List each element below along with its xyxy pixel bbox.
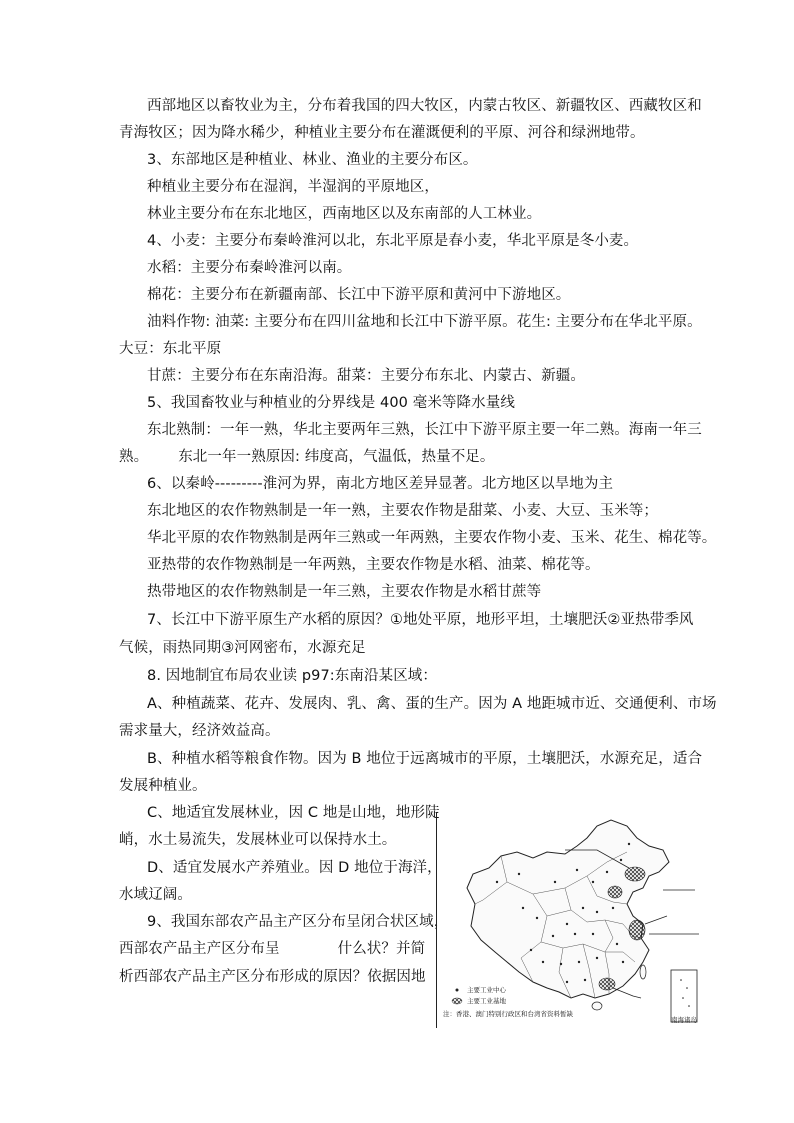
text-line: 3、东部地区是种植业、林业、渔业的主要分布区。 (147, 152, 478, 168)
text-line: 林业主要分布在东北地区，西南地区以及东南部的人工林业。 (147, 206, 542, 222)
text-line: 9、我国东部农产品主产区分布呈闭合状区域， (147, 914, 449, 930)
text-line: D、适宜发展水产养殖业。因 D 地位于海洋， (147, 860, 442, 876)
legend-center-label: 主要工业中心 (467, 986, 506, 994)
text-line: 大豆：东北平原 (119, 341, 222, 357)
text-line: 需求量大，经济效益高。 (119, 723, 280, 739)
text-line: 亚热带的农作物熟制是一年两熟，主要农作物是水稻、油菜、棉花等。 (147, 557, 600, 573)
text-line (119, 447, 495, 467)
text-line (119, 939, 425, 959)
china-map-graphic (437, 812, 701, 1028)
text-line: 水域辽阔。 (119, 887, 192, 903)
text-line: 种植业主要分布在湿润，半湿润的平原地区， (147, 179, 439, 195)
text-line: 7、长江中下游平原生产水稻的原因？①地处平原，地形平坦，土壤肥沃②亚热带季风 (147, 612, 694, 628)
south-sea-inset (671, 970, 697, 1022)
text-line: 西部地区以畜牧业为主，分布着我国的四大牧区，内蒙古牧区、新疆牧区、西藏牧区和 (147, 98, 702, 114)
text-line: 甘蔗：主要分布在东南沿海。甜菜：主要分布东北、内蒙古、新疆。 (147, 368, 585, 384)
text-line: 气候，雨热同期③河网密布，水源充足 (119, 640, 366, 656)
map-note: 注：香港、澳门特别行政区和台湾省资料暂缺 (443, 1010, 573, 1018)
text-line: 发展种植业。 (119, 778, 207, 794)
china-industry-map (436, 812, 701, 1028)
text-line: B、种植水稻等粮食作物。因为 B 地位于远离城市的平原，土壤肥沃，水源充足，适合 (147, 751, 703, 767)
text-line: 8. 因地制宜布局农业读 p97:东南沿某区域： (147, 668, 437, 684)
text-line: 棉花：主要分布在新疆南部、长江中下游平原和黄河中下游地区。 (147, 287, 571, 303)
industrial-base-jingjin (608, 886, 622, 898)
china-outline (467, 820, 669, 998)
text-line: 5、我国畜牧业与种植业的分界线是 400 毫米等降水量线 (147, 395, 515, 411)
text-line: 东北地区的农作物熟制是一年一熟，主要农作物是甜菜、小麦、大豆、玉米等； (147, 503, 658, 519)
text-line: 析西部农产品主产区分布形成的原因？依据因地 (119, 969, 426, 985)
text-line: C、地适宜发展林业，因 C 地是山地，地形陡 (147, 805, 440, 821)
legend-hatch-icon (452, 998, 462, 1004)
text-line: 油料作物: 油菜: 主要分布在四川盆地和长江中下游平原。花生: 主要分布在华北平原。 (147, 314, 702, 330)
industrial-base-liaoning (625, 867, 645, 881)
text-line: 青海牧区；因为降水稀少，种植业主要分布在灌溉便利的平原、河谷和绿洲地带。 (119, 125, 645, 141)
text-line: 东北熟制：一年一熟，华北主要两年三熟，长江中下游平原主要一年二熟。海南一年三 (147, 422, 702, 438)
text-line: 6、以秦岭---------淮河为界，南北方地区差异显著。北方地区以旱地为主 (147, 476, 614, 492)
text-fragment: 东北一年一熟原因: 纬度高，气温低，热量不足。 (178, 449, 495, 465)
text-line: A、种植蔬菜、花卉、发展肉、乳、禽、蛋的生产。因为 A 地距城市近、交通便利、市场 (147, 696, 717, 712)
inset-label: 南海诸岛 (671, 1016, 697, 1024)
text-line: 峭，水土易流失，发展林业可以保持水土。 (119, 832, 397, 848)
legend-base-label: 主要工业基地 (467, 997, 506, 1005)
text-line: 水稻：主要分布秦岭淮河以南。 (147, 260, 352, 276)
text-fragment: 熟。 (119, 449, 149, 465)
text-line: 华北平原的农作物熟制是两年三熟或一年两熟，主要农作物小麦、玉米、花生、棉花等。 (147, 530, 717, 546)
text-line: 4、小麦：主要分布秦岭淮河以北，东北平原是春小麦，华北平原是冬小麦。 (147, 233, 639, 249)
text-fragment: 什么状？并简 (337, 941, 426, 957)
industrial-base-pearl (599, 978, 615, 990)
industrial-base-huning (629, 920, 645, 940)
text-fragment: 西部农产品主产区分布呈 (119, 941, 280, 957)
legend-dot-icon (456, 989, 459, 992)
text-line: 热带地区的农作物熟制是一年三熟，主要农作物是水稻甘蔗等 (147, 584, 542, 600)
